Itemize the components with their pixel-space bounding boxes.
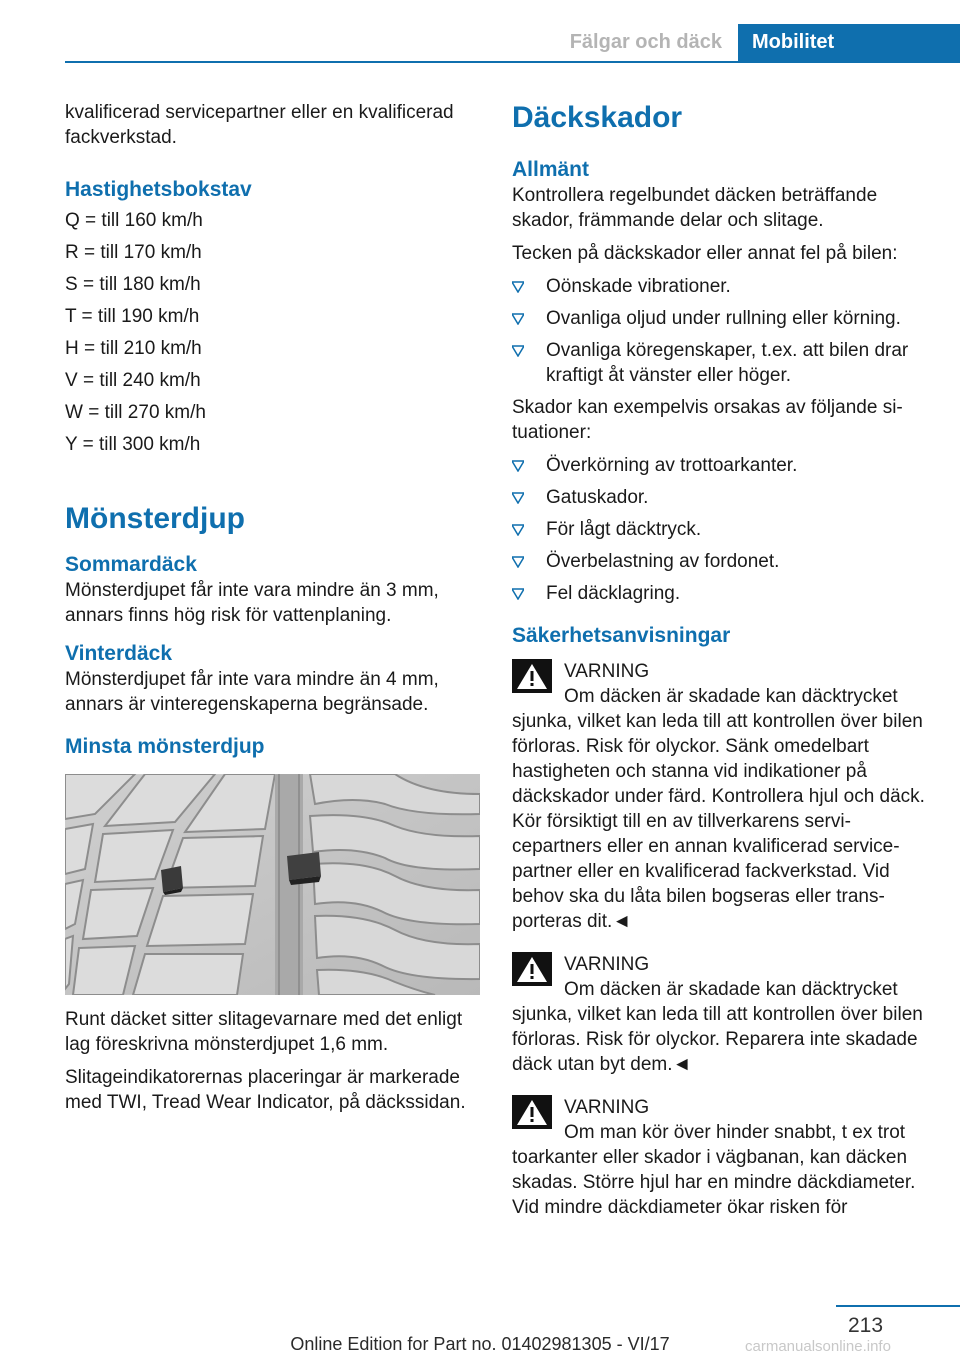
warning-icon xyxy=(512,1095,552,1129)
warning-first-line: Om däcken är skadade kan däcktrycket xyxy=(564,686,898,707)
list-item-text: För lågt däcktryck. xyxy=(546,519,702,540)
list-item-text: Ovanliga köregenskaper, t.ex. att bilen drar kraftigt åt vänster eller höger. xyxy=(546,340,909,386)
list-item-text: Ovanliga oljud under rullning eller körning. xyxy=(546,308,901,329)
warning-block xyxy=(512,1095,932,1220)
bullet-triangle-icon xyxy=(512,281,524,293)
signs-intro: Tecken på däckskador eller annat fel på bilen: xyxy=(512,243,898,264)
intro-text: kvalificerad servicepartner eller en kvalificerad fackverkstad. xyxy=(65,102,454,148)
list-item xyxy=(512,338,932,388)
warning-block xyxy=(512,659,932,934)
signs-list xyxy=(512,274,932,388)
list-item xyxy=(512,306,932,331)
speed-heading: Hastighetsbokstav xyxy=(65,178,252,201)
winter-text: Mönsterdjupet får inte vara mindre än 4 mm, annars är vinteregenskaperna begränsade. xyxy=(65,669,439,715)
page-header xyxy=(0,0,960,64)
warning-first-line: Om däcken är skadade kan däcktrycket xyxy=(564,979,898,1000)
speed-line: Y = till 300 km/h xyxy=(65,434,201,455)
watermark: carmanualsonline.info xyxy=(745,1338,891,1355)
section-tab: Fälgar och däck xyxy=(552,24,738,62)
speed-line: Q = till 160 km/h xyxy=(65,210,203,231)
warning-title: VARNING xyxy=(564,954,650,975)
warning-icon xyxy=(512,659,552,693)
warning-text: sjunka, vilket kan leda till att kontrollen över bilen förloras. Risk för olyckor. Sänk omedelbart hastigheten och stanna vid indikationer på däckskador under färd. Kontrollera hjul och däck. Kör försiktigt till en av tillverkarens servicepartners eller en annan kvalificerad servicepartner eller en kvalificerad fackverkstad. Vid behov ska du låta bilen bogseras eller transporteras dit.◄ xyxy=(512,711,925,932)
left-column xyxy=(65,100,480,1123)
tread-caption-2: Slitageindikatorernas placeringar är markerade med TWI, Tread Wear Indicator, på däckssidan. xyxy=(65,1067,466,1113)
speed-line: W = till 270 km/h xyxy=(65,402,206,423)
summer-heading: Sommardäck xyxy=(65,553,197,576)
speed-line: T = till 190 km/h xyxy=(65,306,200,327)
list-item xyxy=(512,517,932,542)
bullet-triangle-icon xyxy=(512,556,524,568)
header-rule xyxy=(65,61,960,63)
list-item-text: Gatuskador. xyxy=(546,487,649,508)
list-item-text: Oönskade vibrationer. xyxy=(546,276,731,297)
winter-heading: Vinterdäck xyxy=(65,642,172,665)
damage-heading: Däckskador xyxy=(512,101,683,134)
footer-rule xyxy=(836,1305,960,1307)
general-heading: Allmänt xyxy=(512,158,590,181)
tread-heading: Mönsterdjup xyxy=(65,502,245,535)
warning-title: VARNING xyxy=(564,661,650,682)
min-tread-heading: Minsta mönsterdjup xyxy=(65,735,265,758)
page-number: 213 xyxy=(848,1314,884,1337)
list-item xyxy=(512,453,932,478)
summer-text: Mönsterdjupet får inte vara mindre än 3 mm, annars finns hög risk för vattenplaning. xyxy=(65,580,439,626)
causes-intro: Skador kan exempelvis orsakas av följande situationer: xyxy=(512,397,903,443)
warning-text: toarkanter eller skador i vägbanan, kan däcken skadas. Större hjul har en mindre däckdiameter. Vid mindre däckdiameter ökar risken för xyxy=(512,1147,916,1218)
tread-caption-1: Runt däcket sitter slitagevarnare med det enligt lag föreskrivna mönsterdjupet 1,6 mm. xyxy=(65,1009,463,1055)
list-item xyxy=(512,485,932,510)
causes-list xyxy=(512,453,932,606)
bullet-triangle-icon xyxy=(512,524,524,536)
list-item-text: Överbelastning av fordonet. xyxy=(546,551,780,572)
bullet-triangle-icon xyxy=(512,313,524,325)
right-column xyxy=(512,100,932,1232)
list-item-text: Fel däcklagring. xyxy=(546,583,681,604)
chapter-tab: Mobilitet xyxy=(738,24,960,62)
speed-list xyxy=(65,205,480,461)
bullet-triangle-icon xyxy=(512,345,524,357)
warning-block xyxy=(512,952,932,1077)
tire-tread-image xyxy=(65,774,480,995)
list-item xyxy=(512,549,932,574)
warning-first-line: Om man kör över hinder snabbt, t ex trot xyxy=(564,1122,906,1143)
warning-text: sjunka, vilket kan leda till att kontrollen över bilen förloras. Risk för olyckor. Reparera inte skadade däck utan byt dem.◄ xyxy=(512,1004,923,1075)
bullet-triangle-icon xyxy=(512,588,524,600)
speed-line: V = till 240 km/h xyxy=(65,370,201,391)
list-item xyxy=(512,274,932,299)
bullet-triangle-icon xyxy=(512,460,524,472)
warning-icon xyxy=(512,952,552,986)
list-item-text: Överkörning av trottoarkanter. xyxy=(546,455,798,476)
warning-title: VARNING xyxy=(564,1097,650,1118)
bullet-triangle-icon xyxy=(512,492,524,504)
list-item xyxy=(512,581,932,606)
safety-heading: Säkerhetsanvisningar xyxy=(512,624,731,647)
speed-line: R = till 170 km/h xyxy=(65,242,202,263)
general-text: Kontrollera regelbundet däcken beträffande skador, främmande delar och slitage. xyxy=(512,185,878,231)
edition-line: Online Edition for Part no. 01402981305 - VI/17 xyxy=(290,1334,670,1354)
speed-line: H = till 210 km/h xyxy=(65,338,202,359)
speed-line: S = till 180 km/h xyxy=(65,274,201,295)
